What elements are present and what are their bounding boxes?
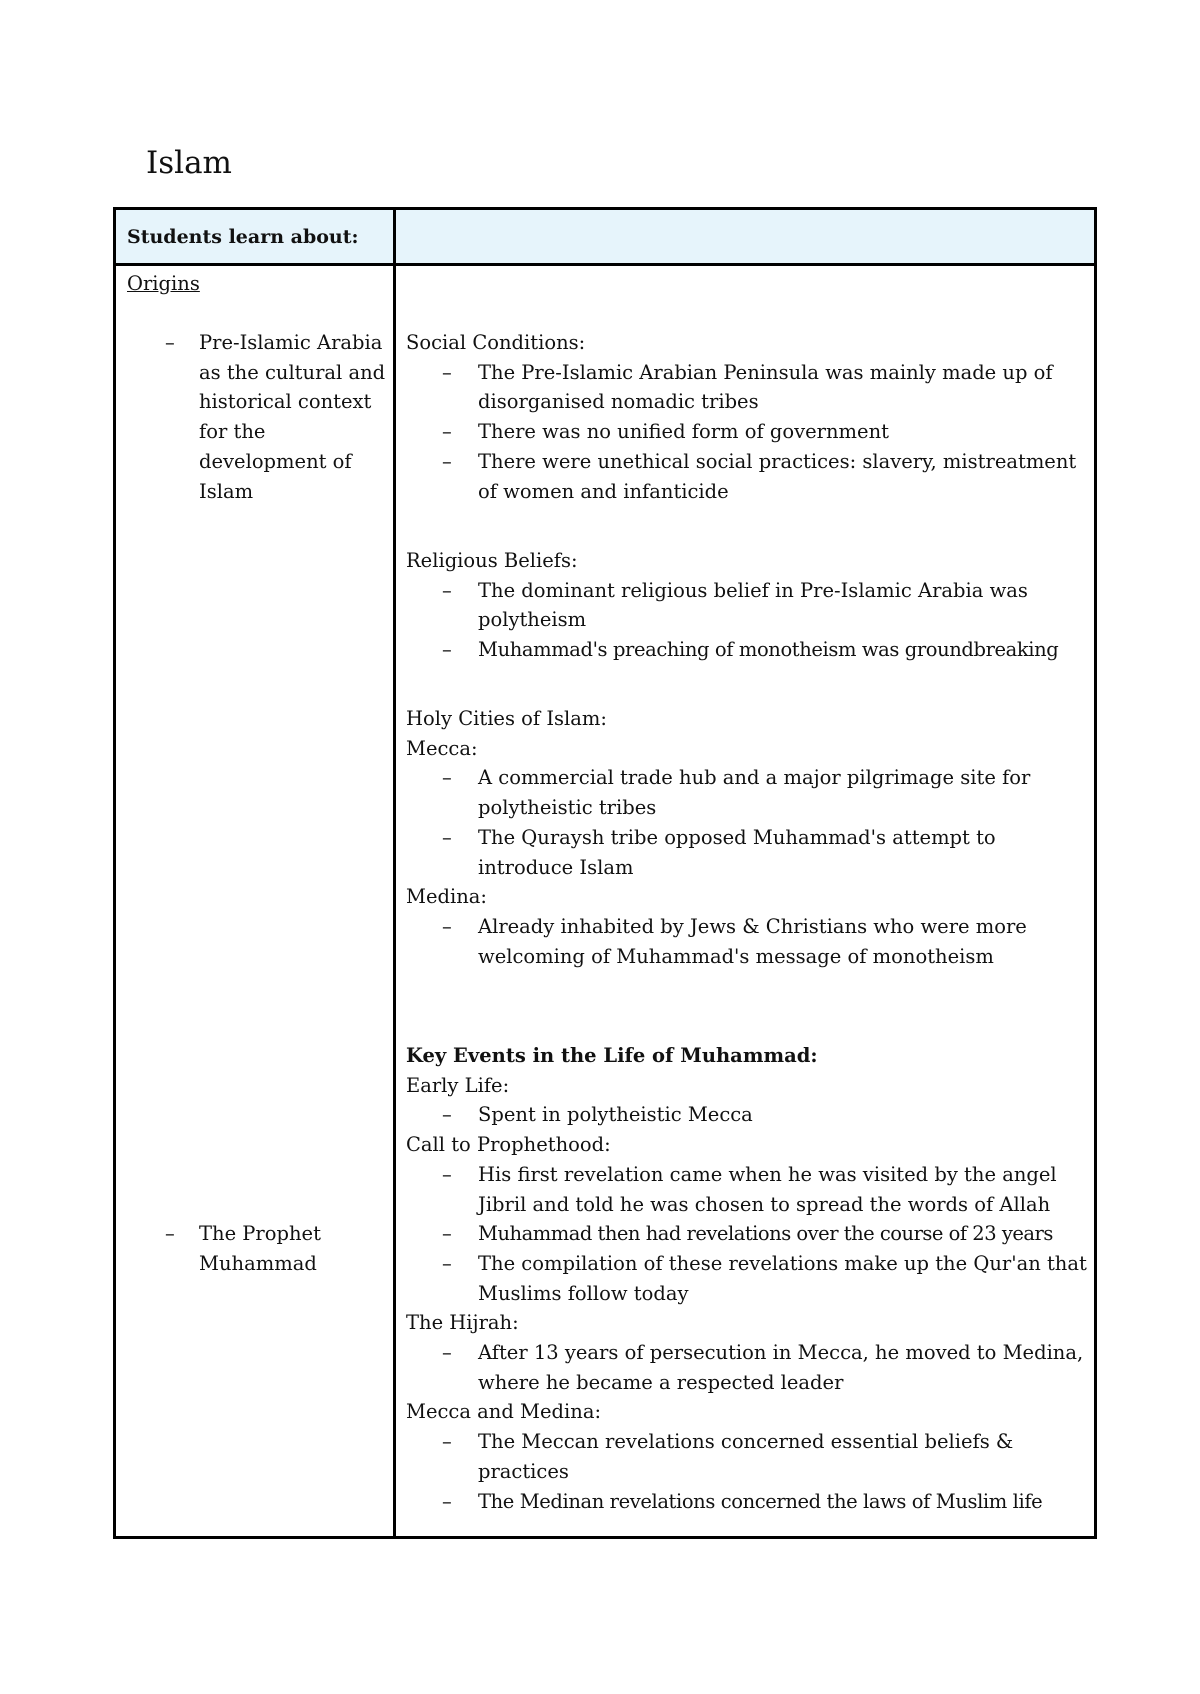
dash-bullet: – — [442, 449, 452, 473]
dash-bullet: – — [442, 638, 452, 662]
list-item — [406, 1338, 1092, 1397]
topic-item — [127, 328, 387, 506]
list-item-text: The compilation of these revelations make up the Qur'an that Muslims follow today — [478, 1251, 1087, 1305]
list-item-text: There was no unified form of government — [478, 420, 889, 444]
document-title: Islam — [146, 145, 232, 181]
list-item-text: His first revelation came when he was visited by the angel Jibril and told he was chosen to spread the words of Allah — [478, 1162, 1057, 1216]
dash-bullet: – — [442, 1430, 452, 1454]
list-item — [406, 576, 1092, 635]
dash-bullet: – — [165, 1222, 175, 1246]
list-item-text: Spent in polytheistic Mecca — [478, 1103, 753, 1127]
dash-bullet: – — [442, 578, 452, 602]
dash-bullet: – — [442, 360, 452, 384]
dash-bullet: – — [442, 1251, 452, 1275]
holy-cities-section — [406, 704, 1092, 971]
table-header-row — [116, 210, 1094, 266]
column-divider — [393, 210, 396, 1536]
social-conditions-section — [406, 328, 1092, 506]
list-item — [406, 417, 1092, 447]
call-to-prophethood-label: Call to Prophethood: — [406, 1133, 611, 1157]
mecca-label: Mecca: — [406, 736, 478, 760]
list-item-text: Muhammad's preaching of monotheism was groundbreaking — [478, 638, 1059, 662]
dash-bullet: – — [442, 1341, 452, 1365]
list-item — [406, 1487, 1092, 1517]
early-life-label: Early Life: — [406, 1073, 510, 1097]
list-item-text: After 13 years of persecution in Mecca, he moved to Medina, where he became a respected leader — [478, 1341, 1084, 1394]
dash-bullet: – — [442, 1222, 452, 1246]
hijrah-label: The Hijrah: — [406, 1311, 519, 1335]
topic-text: Pre-Islamic Arabia as the cultural and historical context for the development of Islam — [199, 331, 386, 503]
list-item — [406, 1160, 1092, 1219]
list-item-text: The Medinan revelations concerned the laws of Muslim life — [478, 1489, 1043, 1513]
bullet-list — [406, 1427, 1092, 1516]
list-item-text: The Quraysh tribe opposed Muhammad's attempt to introduce Islam — [478, 825, 996, 879]
dash-bullet: – — [442, 914, 452, 938]
dash-bullet: – — [442, 825, 452, 849]
list-item-text: The Pre-Islamic Arabian Peninsula was mainly made up of disorganised nomadic tribes — [478, 360, 1053, 414]
left-column — [127, 269, 389, 1275]
list-item — [406, 635, 1092, 665]
list-item-text: Muhammad then had revelations over the course of 23 years — [478, 1222, 1053, 1246]
origins-heading: Origins — [127, 272, 200, 295]
key-events-heading: Key Events in the Life of Muhammad: — [406, 1044, 818, 1067]
dash-bullet: – — [442, 766, 452, 790]
bullet-list — [406, 912, 1092, 971]
bullet-list — [406, 1160, 1092, 1309]
bullet-list — [406, 1100, 1092, 1130]
list-item — [406, 1219, 1092, 1249]
dash-bullet: – — [442, 1489, 452, 1513]
list-item — [406, 1427, 1092, 1486]
bullet-list — [406, 1338, 1092, 1397]
bullet-list — [406, 763, 1092, 882]
dash-bullet: – — [442, 1103, 452, 1127]
list-item-text: A commercial trade hub and a major pilgrimage site for polytheistic tribes — [478, 766, 1031, 820]
list-item-text: The dominant religious belief in Pre-Islamic Arabia was polytheism — [478, 578, 1028, 632]
list-item — [406, 1100, 1092, 1130]
religious-beliefs-heading: Religious Beliefs: — [406, 549, 578, 572]
header-left-cell: Students learn about: — [127, 226, 359, 248]
list-item — [406, 763, 1092, 822]
list-item — [406, 358, 1092, 417]
list-item — [406, 823, 1092, 882]
religious-beliefs-section — [406, 546, 1092, 665]
content-table — [113, 207, 1097, 1539]
bullet-list — [406, 576, 1092, 665]
key-events-section — [406, 1041, 1092, 1516]
topic-item — [127, 1219, 387, 1278]
medina-label: Medina: — [406, 885, 487, 909]
list-item-text: Already inhabited by Jews & Christians who were more welcoming of Muhammad's message of monotheism — [478, 914, 1027, 968]
list-item-text: The Meccan revelations concerned essential beliefs & practices — [478, 1430, 1014, 1483]
social-conditions-heading: Social Conditions: — [406, 331, 586, 354]
holy-cities-heading: Holy Cities of Islam: — [406, 707, 607, 730]
list-item-text: There were unethical social practices: slavery, mistreatment of women and infanticide — [478, 449, 1077, 503]
list-item — [406, 1249, 1092, 1308]
bullet-list — [406, 358, 1092, 507]
dash-bullet: – — [442, 420, 452, 444]
list-item — [406, 912, 1092, 971]
list-item — [406, 447, 1092, 506]
mecca-and-medina-label: Mecca and Medina: — [406, 1400, 602, 1424]
dash-bullet: – — [165, 331, 175, 354]
topic-text: The Prophet Muhammad — [199, 1222, 321, 1275]
dash-bullet: – — [442, 1162, 452, 1186]
